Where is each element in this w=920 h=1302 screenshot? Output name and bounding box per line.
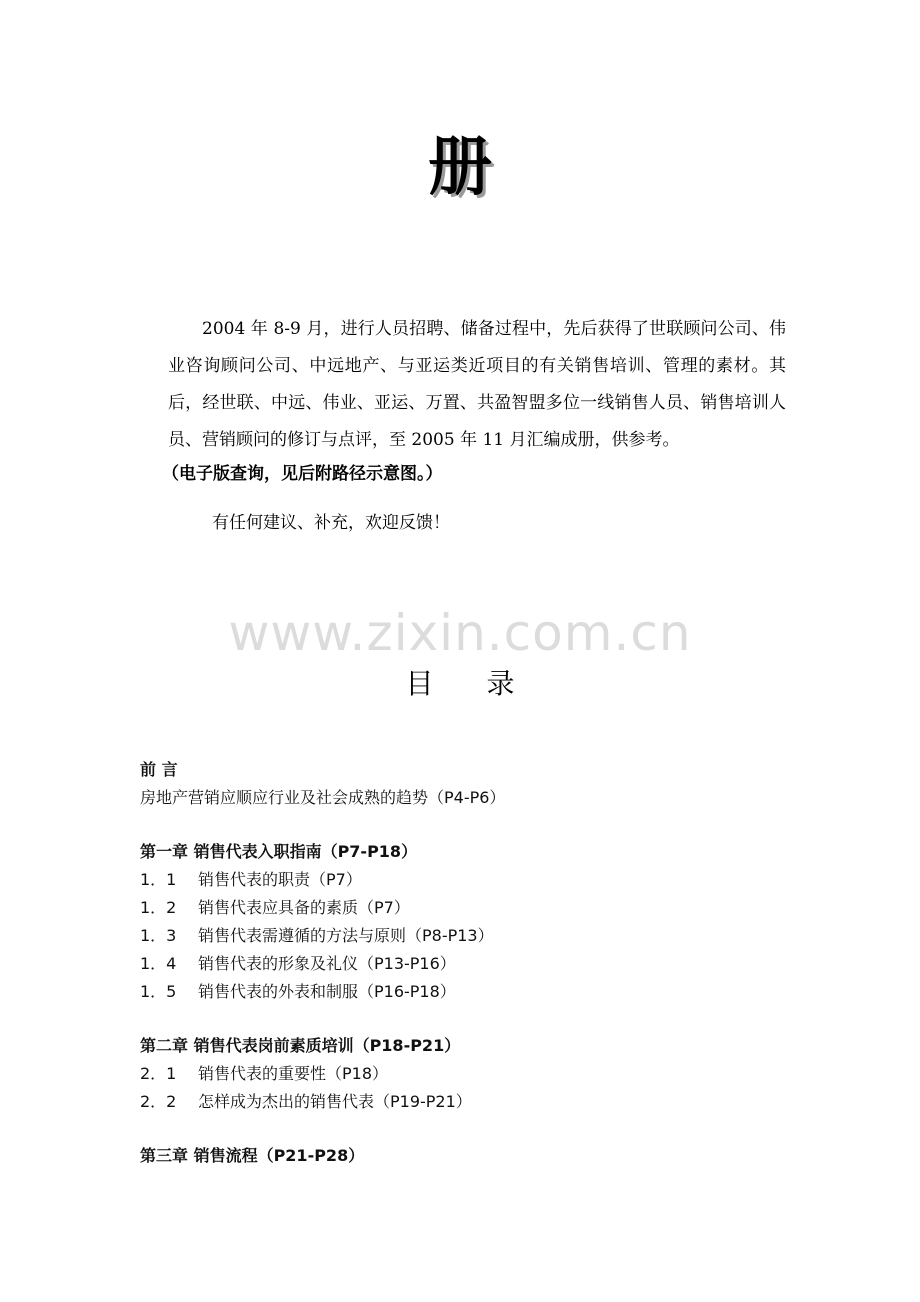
toc-entry-text: 房地产营销应顺应行业及社会成熟的趋势（P4-P6） bbox=[140, 788, 506, 807]
intro-paragraph: 2004 年 8-9 月，进行人员招聘、储备过程中，先后获得了世联顾问公司、伟业咨询顾问公司、中远地产、与亚运类近项目的有关销售培训、管理的素材。其后，经世联、中远、伟业、亚运、万置、共盈智盟多位一线销售人员、销售培训人员、营销顾问的修订与点评，至 2005 年 11 月汇编成册，供参考。 bbox=[168, 319, 786, 450]
toc-entry-text: 销售代表的形象及礼仪（P13-P16） bbox=[198, 954, 456, 973]
toc-entry-text: 销售代表的外表和制服（P16-P18） bbox=[198, 982, 456, 1001]
toc-entry-number: 1．2 bbox=[140, 898, 177, 917]
toc-section-chapter-2 bbox=[140, 1032, 840, 1116]
toc-entry-text: 销售代表需遵循的方法与原则（P8-P13） bbox=[198, 926, 494, 945]
toc-entry-number: 1．1 bbox=[140, 870, 177, 889]
toc-entry[interactable] bbox=[140, 784, 840, 812]
toc-entry-number: 2．1 bbox=[140, 1064, 177, 1083]
toc-section-preface bbox=[140, 756, 840, 812]
toc-entry-text: 怎样成为杰出的销售代表（P19-P21） bbox=[198, 1092, 472, 1111]
document-title: 册 bbox=[428, 131, 492, 205]
watermark: www.zixin.com.cn bbox=[228, 604, 692, 662]
closing-line: 有任何建议、补充，欢迎反馈！ bbox=[212, 513, 450, 533]
toc-section-title[interactable]: 第三章 销售流程（P21-P28） bbox=[140, 1146, 365, 1165]
toc-section-title[interactable]: 前 言 bbox=[140, 760, 178, 779]
toc-heading: 目 录 bbox=[405, 667, 515, 700]
toc-entry[interactable] bbox=[140, 1060, 840, 1088]
toc-entry-text: 销售代表的重要性（P18） bbox=[198, 1064, 389, 1083]
toc-entry-number: 2．2 bbox=[140, 1092, 177, 1111]
toc-entry-text: 销售代表的职责（P7） bbox=[198, 870, 362, 889]
table-of-contents bbox=[140, 756, 840, 1196]
toc-entry-number: 1．5 bbox=[140, 982, 177, 1001]
toc-section-chapter-1 bbox=[140, 838, 840, 1006]
toc-entry[interactable] bbox=[140, 978, 840, 1006]
toc-entry[interactable] bbox=[140, 1088, 840, 1116]
toc-entry-number: 1．3 bbox=[140, 926, 177, 945]
toc-entry-text: 销售代表应具备的素质（P7） bbox=[198, 898, 410, 917]
toc-section-title[interactable]: 第一章 销售代表入职指南（P7-P18） bbox=[140, 842, 418, 861]
toc-entry[interactable] bbox=[140, 922, 840, 950]
intro-note: （电子版查询，见后附路径示意图。） bbox=[162, 464, 443, 484]
toc-entry-number: 1．4 bbox=[140, 954, 177, 973]
toc-entry[interactable] bbox=[140, 950, 840, 978]
toc-section-title[interactable]: 第二章 销售代表岗前素质培训（P18-P21） bbox=[140, 1036, 461, 1055]
intro-block bbox=[162, 311, 786, 489]
toc-section-chapter-3 bbox=[140, 1142, 840, 1170]
toc-entry[interactable] bbox=[140, 894, 840, 922]
toc-entry[interactable] bbox=[140, 866, 840, 894]
